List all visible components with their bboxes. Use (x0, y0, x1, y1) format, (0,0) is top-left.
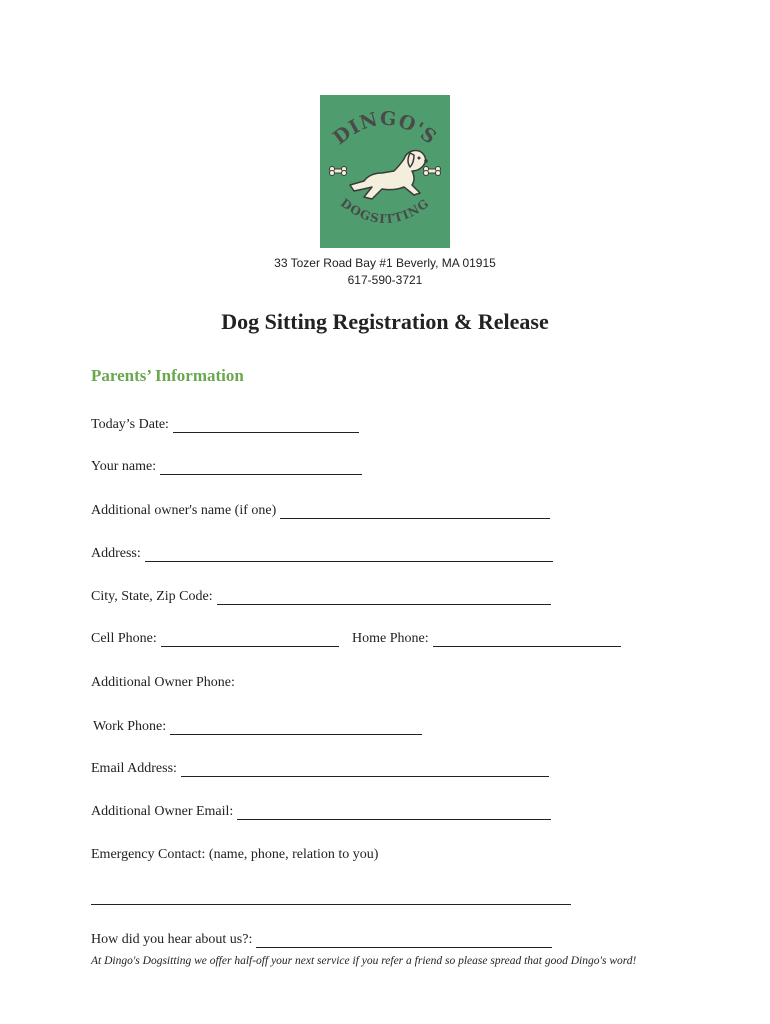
address-label: Address: (91, 546, 141, 561)
additional-owner-phone-field (91, 675, 235, 691)
page-title: Dog Sitting Registration & Release (221, 309, 549, 334)
how-hear-field (91, 932, 552, 948)
city-state-zip-field (91, 589, 551, 605)
address-field (91, 546, 553, 562)
additional-owner-email-field (91, 804, 551, 820)
how-hear-label: How did you hear about us?: (91, 932, 253, 947)
section-title-parents: Parents’ Information (91, 366, 244, 385)
company-phone: 617-590-3721 (347, 273, 423, 287)
work-phone-input-line[interactable] (170, 720, 422, 735)
todays-date-input-line[interactable] (173, 418, 359, 433)
additional-owner-email-label: Additional Owner Email: (91, 804, 234, 819)
city-state-zip-input-line[interactable] (217, 590, 551, 605)
email-input-line[interactable] (181, 762, 549, 777)
home-phone-field (352, 631, 621, 647)
emergency-contact-line-field (91, 890, 571, 905)
address-input-line[interactable] (145, 547, 553, 562)
emergency-contact-input-line[interactable] (91, 890, 571, 905)
dog-logo-icon (320, 95, 450, 248)
cell-phone-input-line[interactable] (161, 632, 339, 647)
emergency-contact-field (91, 847, 378, 863)
email-label: Email Address: (91, 761, 177, 776)
additional-owner-email-input-line[interactable] (237, 805, 551, 820)
home-phone-label: Home Phone: (352, 631, 429, 646)
additional-owner-name-field (91, 503, 550, 519)
company-address: 33 Tozer Road Bay #1 Beverly, MA 01915 (274, 256, 496, 270)
how-hear-input-line[interactable] (256, 933, 552, 948)
logo-top-text: DINGO'S (329, 107, 442, 150)
svg-text:DINGO'S (329, 108, 441, 150)
todays-date-label: Today’s Date: (91, 417, 169, 432)
city-state-zip-label: City, State, Zip Code: (91, 589, 213, 604)
referral-note: At Dingo's Dogsitting we offer half-off your next service if you refer a friend so please spread that good Dingo's word! (91, 955, 637, 967)
company-logo (320, 95, 450, 248)
work-phone-field (93, 719, 422, 735)
additional-owner-name-label: Additional owner's name (if one) (91, 503, 277, 518)
home-phone-input-line[interactable] (433, 632, 621, 647)
svg-text:DOGSITTING (338, 196, 432, 226)
cell-phone-label: Cell Phone: (91, 631, 157, 646)
additional-owner-phone-label: Additional Owner Phone: (91, 675, 235, 690)
your-name-field (91, 459, 362, 475)
your-name-input-line[interactable] (160, 460, 362, 475)
work-phone-label: Work Phone: (93, 719, 167, 734)
todays-date-field (91, 417, 359, 433)
additional-owner-name-input-line[interactable] (280, 504, 550, 519)
logo-bottom-text: DOGSITTING (338, 195, 432, 227)
email-field (91, 761, 549, 777)
emergency-contact-label: Emergency Contact: (name, phone, relation to you) (91, 847, 379, 862)
your-name-label: Your name: (91, 459, 157, 474)
cell-phone-field (91, 631, 339, 647)
